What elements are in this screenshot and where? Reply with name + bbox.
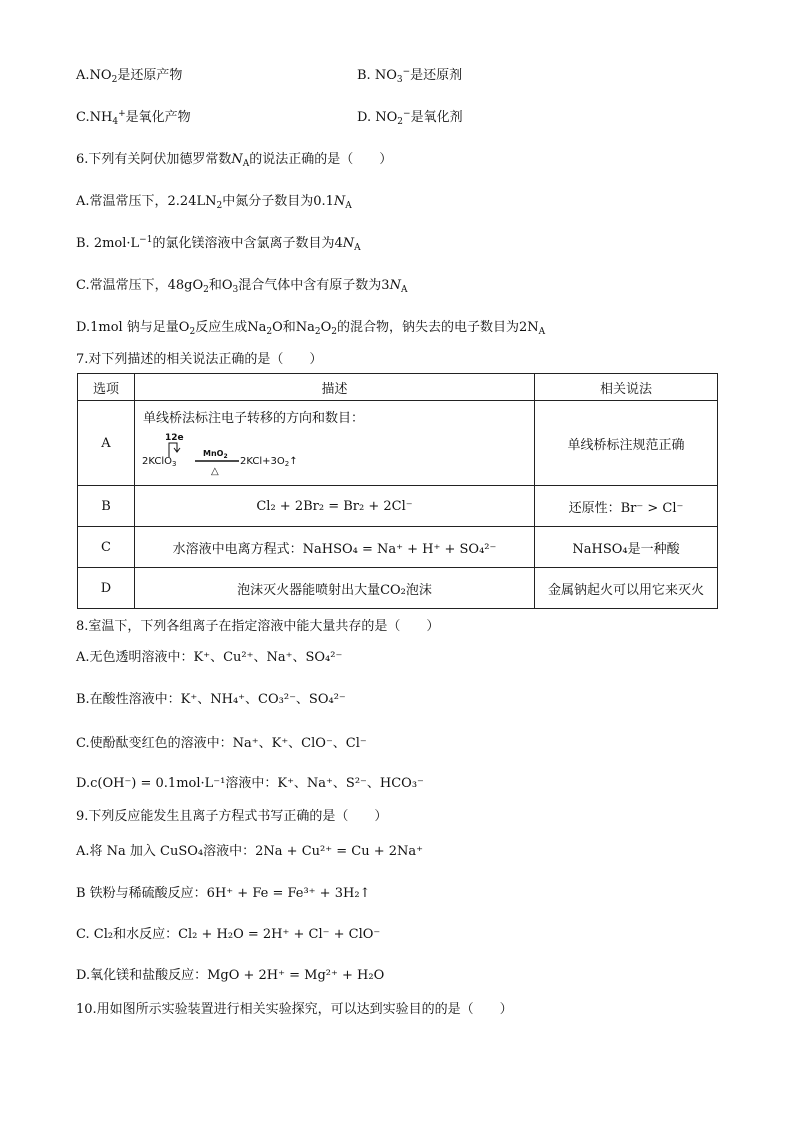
q7-row-c-label: C xyxy=(78,527,135,568)
q7-row-b-note: 还原性：Br⁻ > Cl⁻ xyxy=(535,486,718,527)
heat-symbol: △ xyxy=(211,466,219,477)
q7-row-d-label: D xyxy=(78,568,135,609)
q9-option-d: D.氧化镁和盐酸反应：MgO + 2H⁺ = Mg²⁺ + H₂O xyxy=(76,968,385,983)
q6-stem: 6.下列有关阿伏加德罗常数$N_A$的说法正确的是（ ） xyxy=(76,152,393,169)
q7-row-d xyxy=(78,568,718,609)
q9-option-c: C. Cl₂和水反应：Cl₂ + H₂O = 2H⁺ + Cl⁻ + ClO⁻ xyxy=(76,927,381,942)
q6-option-d: D.1mol 钠与足量$O_2$反应生成$Na_2O$和$Na_2O_2$的混合物，钠失去的电子数目为$2N_A$ xyxy=(76,320,546,337)
q10-stem: 10.用如图所示实验装置进行相关实验探究，可以达到实验目的的是（ ） xyxy=(76,1002,513,1017)
electron-transfer-diagram xyxy=(139,429,339,479)
q7-header-description: 描述 xyxy=(135,374,535,401)
q7-row-a xyxy=(78,401,718,486)
q7-row-a-note: 单线桥标注规范正确 xyxy=(535,401,718,486)
q8-option-a: A.无色透明溶液中：K⁺、Cu²⁺、Na⁺、SO₄²⁻ xyxy=(76,650,343,665)
electron-count-label: 12e xyxy=(165,433,184,443)
q9-stem: 9.下列反应能发生且离子方程式书写正确的是（ ） xyxy=(76,809,388,824)
q7-row-b-label: B xyxy=(78,486,135,527)
q7-row-a-title: 单线桥法标注电子转移的方向和数目： xyxy=(143,411,365,426)
q5-option-a: $A.NO_2$是还原产物 xyxy=(76,68,183,85)
q6-option-c: C.常温常压下，$48gO_2$和$O_3$混合气体中含有原子数为$3N_A$ xyxy=(76,278,408,295)
q7-row-d-description: 泡沫灭火器能喷射出大量CO₂泡沫 xyxy=(135,568,535,609)
q8-option-b: B.在酸性溶液中：K⁺、NH₄⁺、CO₃²⁻、SO₄²⁻ xyxy=(76,692,346,707)
q7-header-statement: 相关说法 xyxy=(535,374,718,401)
q7-row-d-note: 金属钠起火可以用它来灭火 xyxy=(535,568,718,609)
q8-stem: 8.室温下，下列各组离子在指定溶液中能大量共存的是（ ） xyxy=(76,619,440,634)
q8-option-c: C.使酚酞变红色的溶液中：Na⁺、K⁺、ClO⁻、Cl⁻ xyxy=(76,736,367,751)
q7-row-c xyxy=(78,527,718,568)
q7-row-b xyxy=(78,486,718,527)
q5-option-d: D. $NO_2^-$是氧化剂 xyxy=(357,109,463,127)
q7-table xyxy=(77,373,718,609)
q6-option-a: A.常温常压下，$2.24LN_2$中氮分子数目为$0.1N_A$ xyxy=(76,194,352,211)
q7-header-option: 选项 xyxy=(78,374,135,401)
q6-option-b: B. $2mol\cdot L^{-1}$的氯化镁溶液中含氯离子数目为$4N_A$ xyxy=(76,235,361,253)
q7-row-a-label: A xyxy=(78,401,135,486)
q5-option-c: $C.NH_4^+$是氧化产物 xyxy=(76,109,191,127)
products-label: $2KCl+3O_2↑$ xyxy=(240,456,298,468)
q7-stem: 7.对下列描述的相关说法正确的是（ ） xyxy=(76,352,323,367)
q8-option-d: D.c(OH⁻) = 0.1mol·L⁻¹溶液中：K⁺、Na⁺、S²⁻、HCO₃⁻ xyxy=(76,776,424,791)
q9-option-b: B 铁粉与稀硫酸反应：6H⁺ + Fe = Fe³⁺ + 3H₂↑ xyxy=(76,886,371,901)
q7-row-a-description xyxy=(135,401,535,486)
q9-option-a: A.将 Na 加入 CuSO₄溶液中：2Na + Cu²⁺ = Cu + 2Na⁺ xyxy=(76,844,423,859)
q7-row-c-note: NaHSO₄是一种酸 xyxy=(535,527,718,568)
q7-header-row xyxy=(78,374,718,401)
q7-row-c-description: 水溶液中电离方程式：NaHSO₄ = Na⁺ + H⁺ + SO₄²⁻ xyxy=(135,527,535,568)
catalyst-label: MnO$_2$ xyxy=(203,449,228,460)
q7-row-b-description: Cl₂ + 2Br₂ = Br₂ + 2Cl⁻ xyxy=(135,486,535,527)
reactant-label: 2KClO$_3$ xyxy=(142,456,177,468)
q5-option-b: B. $NO_3^-$是还原剂 xyxy=(357,67,463,85)
